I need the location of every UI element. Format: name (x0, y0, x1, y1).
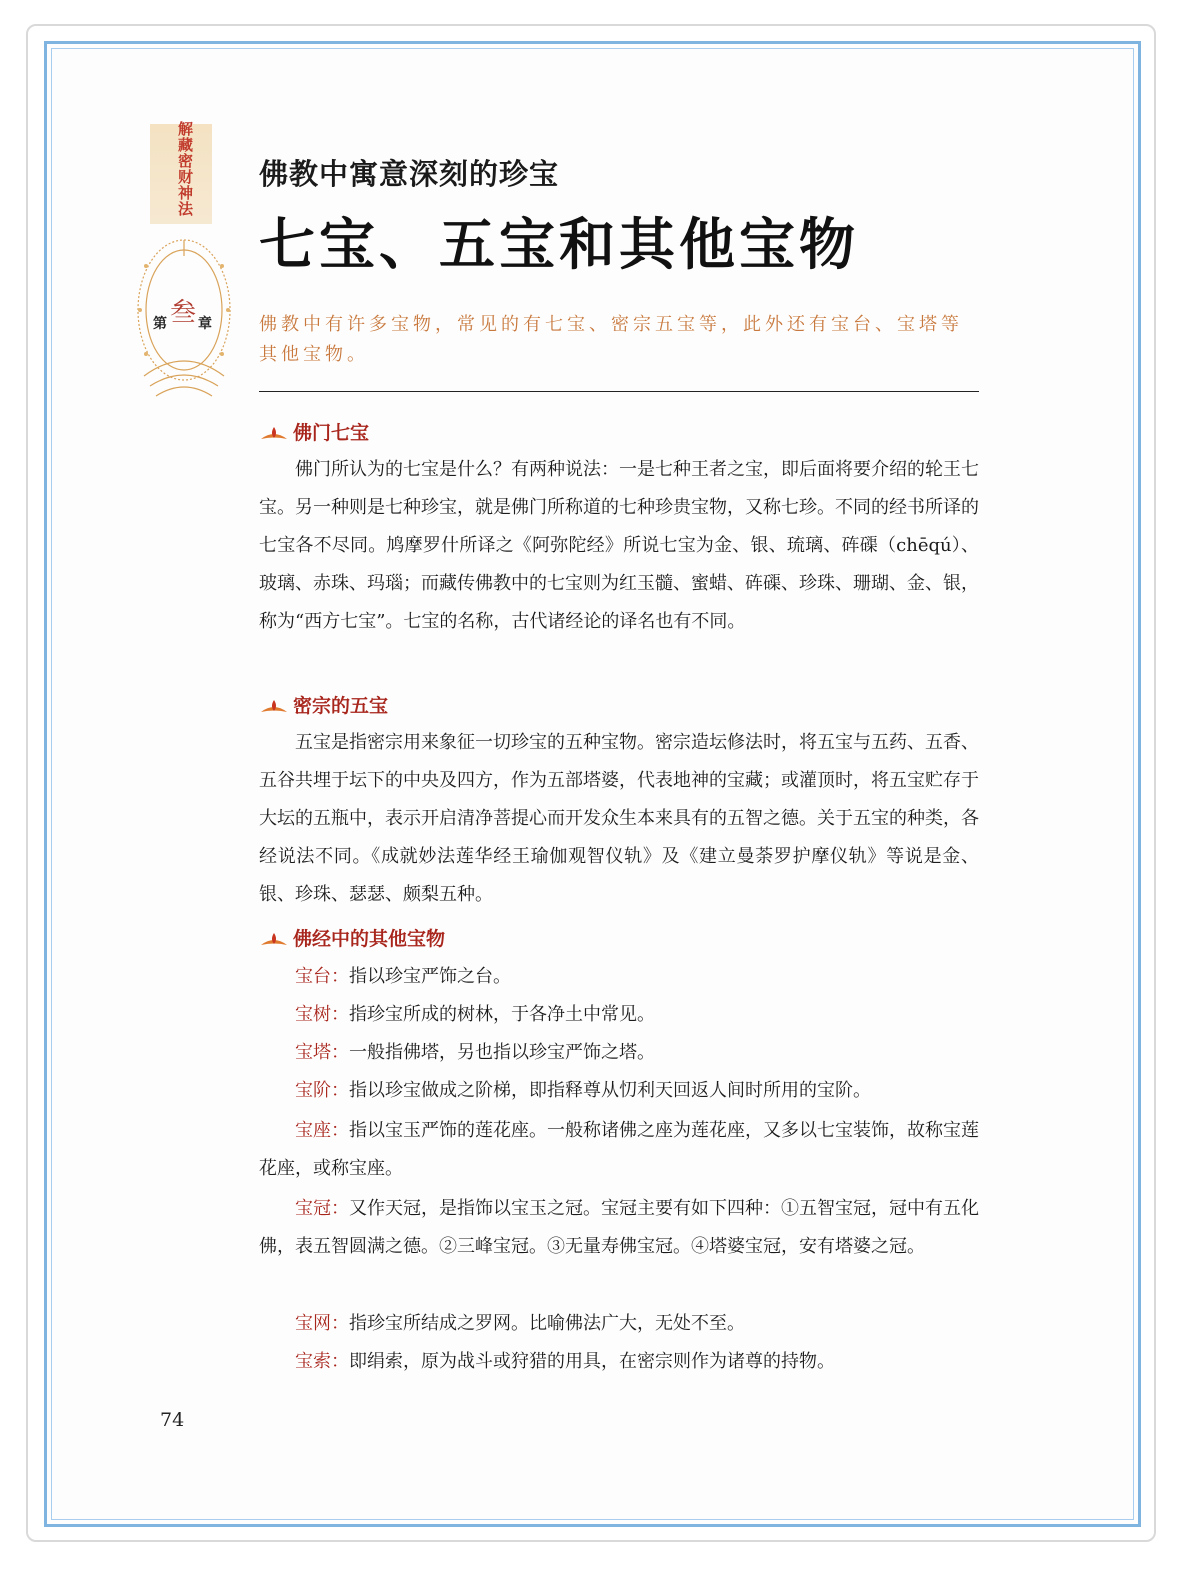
section-heading-text: 佛经中的其他宝物 (293, 928, 446, 950)
item-term: 宝座： (295, 1120, 349, 1141)
page-number: 74 (160, 1409, 185, 1431)
intro-text: 佛教中有许多宝物，常见的有七宝、密宗五宝等，此外还有宝台、宝塔等其他宝物。 (259, 314, 963, 365)
chapter-prefix: 第 (153, 316, 167, 332)
list-item (259, 1034, 979, 1072)
list-item (259, 1112, 979, 1188)
section-heading (259, 924, 445, 951)
list-item (259, 958, 979, 996)
lotus-icon (259, 425, 289, 443)
divider (259, 391, 979, 392)
item-term: 宝网： (295, 1313, 349, 1334)
item-text: 指以宝玉严饰的莲花座。一般称诸佛之座为莲花座，又多以七宝装饰，故称宝莲花座，或称宝座。 (259, 1120, 979, 1179)
item-term: 宝索： (295, 1351, 349, 1372)
section-heading-text: 佛门七宝 (293, 422, 370, 444)
section-paragraph: 五宝是指密宗用来象征一切珍宝的五种宝物。密宗造坛修法时，将五宝与五药、五香、五谷共埋于坛下的中央及四方，作为五部塔婆，代表地神的宝藏；或灌顶时，将五宝贮存于大坛的五瓶中，表示开启清净菩提心而开发众生本来具有的五智之德。关于五宝的种类，各经说法不同。《成就妙法莲华经王瑜伽观智仪轨》及《建立曼荼罗护摩仪轨》等说是金、银、珍珠、瑟瑟、颇梨五种。 (259, 732, 979, 905)
list-item (259, 996, 979, 1034)
item-text: 指珍宝所结成之罗网。比喻佛法广大，无处不至。 (349, 1313, 745, 1334)
lotus-icon (259, 698, 289, 716)
item-text: 即绢索，原为战斗或狩猎的用具，在密宗则作为诸尊的持物。 (349, 1351, 835, 1372)
list-item (259, 1072, 979, 1110)
section-heading (259, 418, 369, 445)
chapter-suffix: 章 (198, 316, 212, 332)
item-text: 指以珍宝做成之阶梯，即指释尊从忉利天回返人间时所用的宝阶。 (349, 1080, 871, 1101)
item-term: 宝树： (295, 1004, 349, 1025)
section-heading (259, 691, 388, 718)
lotus-icon (259, 931, 289, 949)
item-term: 宝阶： (295, 1080, 349, 1101)
item-term: 宝塔： (295, 1042, 349, 1063)
list-item (259, 1190, 979, 1266)
item-text: 指珍宝所成的树林，于各净土中常见。 (349, 1004, 655, 1025)
item-text: 一般指佛塔，另也指以珍宝严饰之塔。 (349, 1042, 655, 1063)
side-tab-text: 解藏密财神法 (176, 121, 194, 217)
section-heading-text: 密宗的五宝 (293, 695, 389, 717)
section-paragraph: 佛门所认为的七宝是什么？有两种说法：一是七种王者之宝，即后面将要介绍的轮王七宝。另一种则是七种珍宝，就是佛门所称道的七种珍贵宝物，又称七珍。不同的经书所译的七宝各不尽同。鸠摩罗什所译之《阿弥陀经》所说七宝为金、银、琉璃、砗磲（chēqú）、玻璃、赤珠、玛瑙；而藏传佛教中的七宝则为红玉髓、蜜蜡、砗磲、珍珠、珊瑚、金、银，称为“西方七宝”。七宝的名称，古代诸经论的译名也有不同。 (259, 459, 979, 632)
page-subtitle: 佛教中寓意深刻的珍宝 (259, 157, 560, 191)
item-term: 宝冠： (295, 1198, 349, 1219)
list-item (259, 1343, 979, 1381)
item-text: 又作天冠，是指饰以宝玉之冠。宝冠主要有如下四种：①五智宝冠，冠中有五化佛，表五智圆满之德。②三峰宝冠。③无量寿佛宝冠。④塔婆宝冠，安有塔婆之冠。 (259, 1198, 979, 1257)
chapter-number: 叁 (170, 298, 197, 328)
item-term: 宝台： (295, 966, 349, 987)
item-text: 指以珍宝严饰之台。 (349, 966, 511, 987)
list-item (259, 1305, 979, 1343)
page-title: 七宝、五宝和其他宝物 (259, 212, 859, 278)
